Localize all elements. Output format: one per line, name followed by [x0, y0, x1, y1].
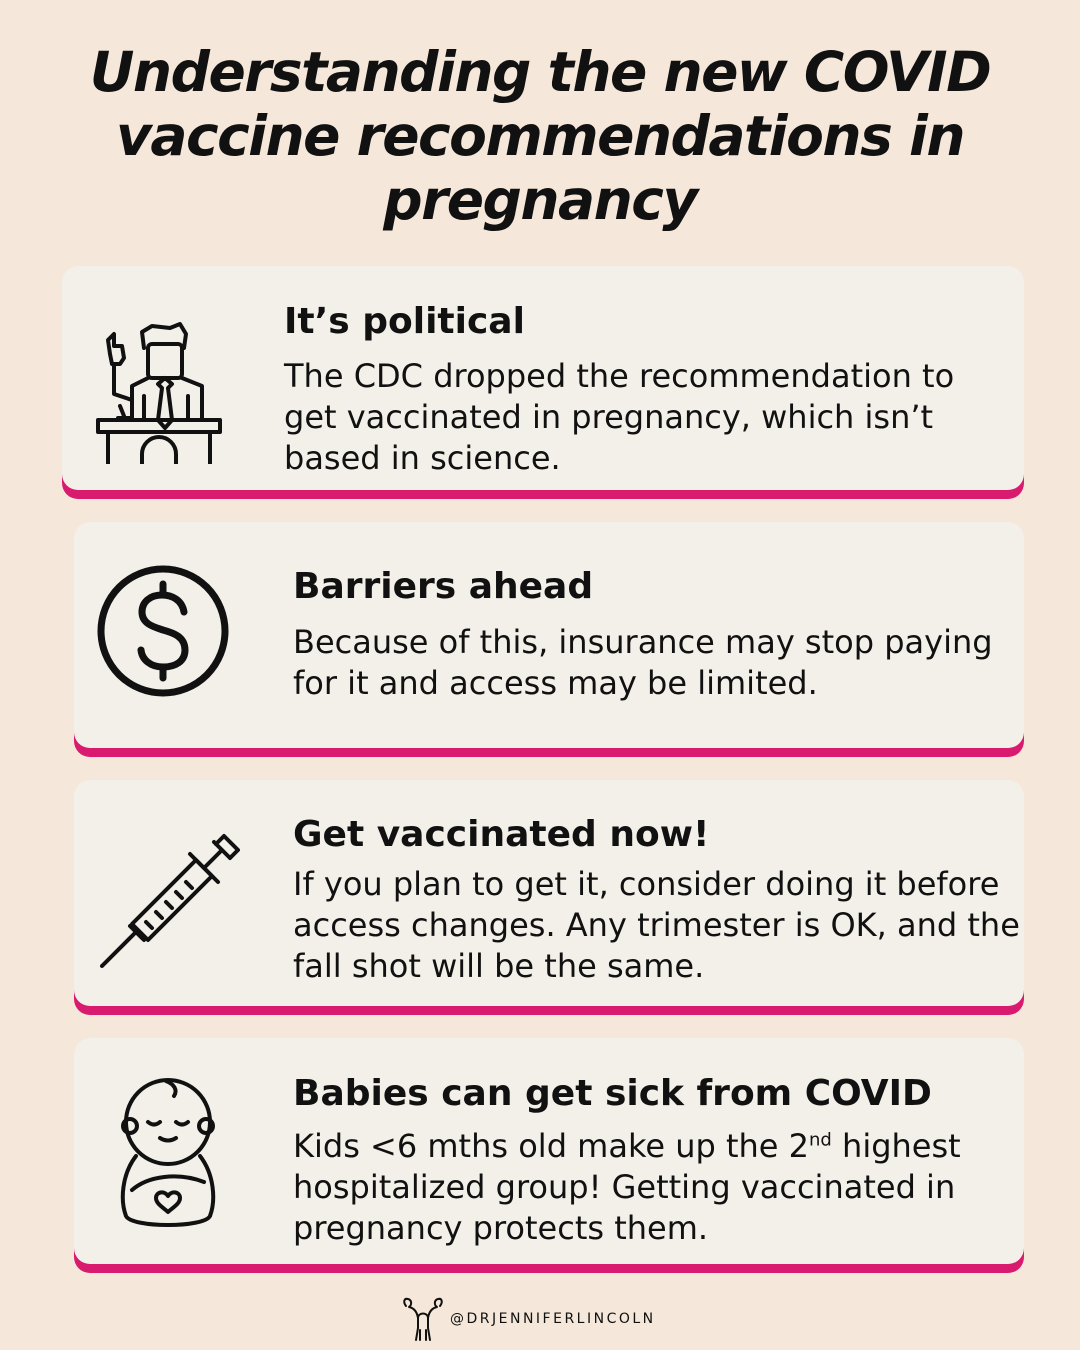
card-body-part: highest hospitalized group! Getting vaccinated in pregnancy protects them. — [293, 1127, 961, 1247]
card-body: Because of this, insurance may stop paying for it and access may be limited. — [293, 623, 993, 702]
card-heading: Get vaccinated now! — [293, 814, 710, 855]
syringe-icon — [98, 828, 240, 970]
card-heading: Barriers ahead — [293, 566, 594, 607]
card-heading: It’s political — [284, 301, 525, 342]
politician-at-podium-icon — [92, 314, 238, 464]
card-body — [293, 1126, 1013, 1249]
ordinal-superscript: nd — [809, 1129, 832, 1151]
swaddled-baby-icon — [108, 1072, 228, 1232]
uterus-logo-icon — [400, 1296, 446, 1342]
footer — [400, 1296, 656, 1342]
page-title: Understanding the new COVID vaccine recommendations in pregnancy — [89, 40, 991, 232]
card-barriers — [74, 522, 1024, 748]
social-handle: @DRJENNIFERLINCOLN — [450, 1311, 656, 1327]
card-body: If you plan to get it, consider doing it before access changes. Any trimester is OK, and the fall shot will be the same. — [293, 865, 1020, 985]
card-get-vaccinated — [74, 780, 1024, 1006]
card-body-part: Kids <6 mths old make up the 2 — [293, 1127, 810, 1165]
card-body: The CDC dropped the recommendation to get vaccinated in pregnancy, which isn’t based in science. — [284, 357, 955, 477]
card-heading: Babies can get sick from COVID — [293, 1073, 932, 1114]
dollar-coin-icon — [96, 564, 230, 698]
card-political — [62, 266, 1024, 490]
card-babies — [74, 1038, 1024, 1264]
